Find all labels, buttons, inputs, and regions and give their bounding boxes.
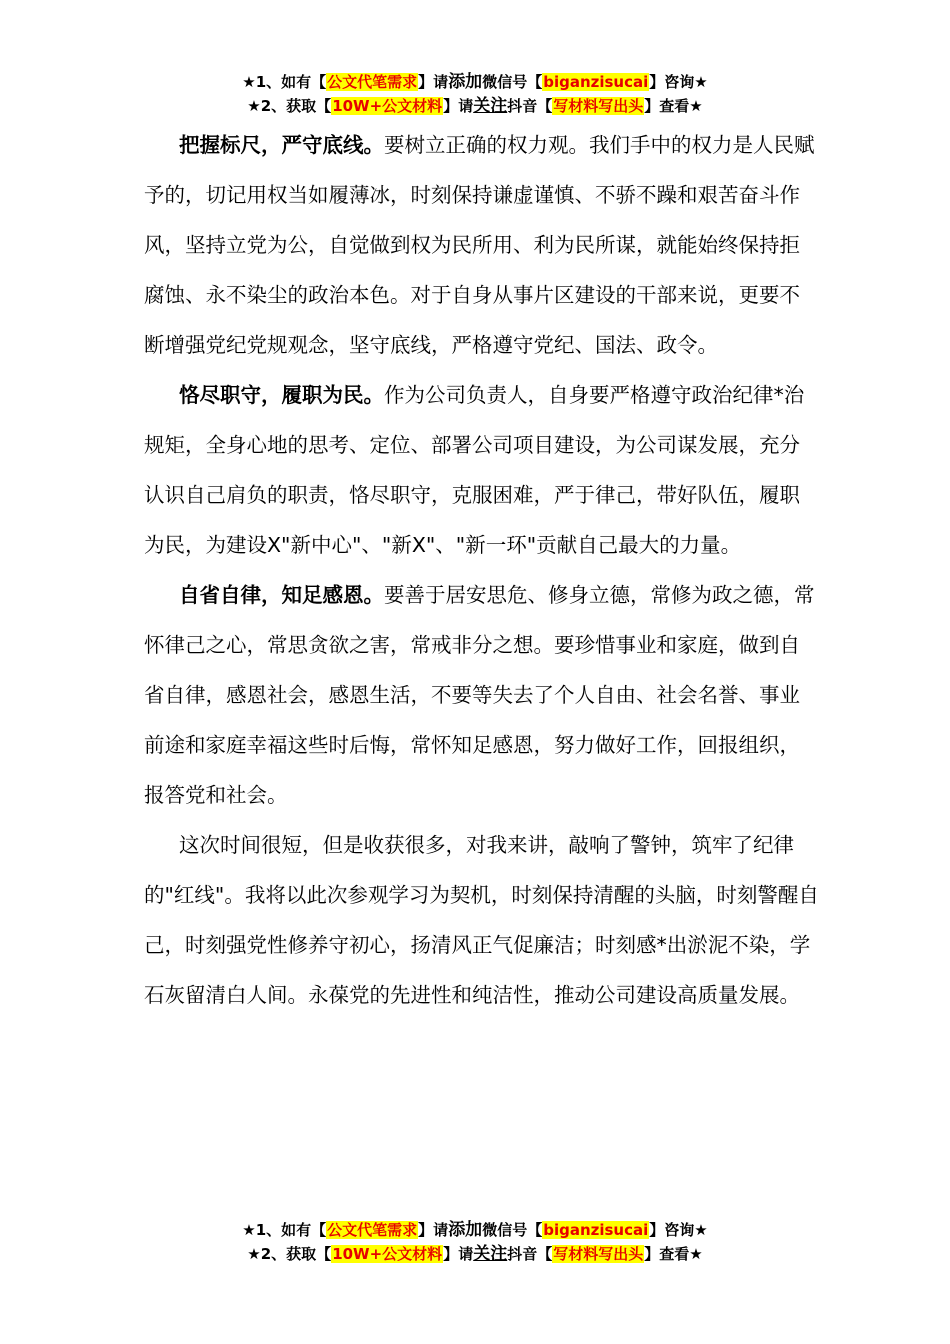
promo-text: 】请	[418, 73, 449, 91]
promo-highlight-douyin-id: 写材料写出头	[553, 97, 644, 115]
promo-line-1	[0, 70, 950, 94]
promo-banner-bottom	[0, 1218, 950, 1266]
promo-highlight-wechat-id: biganzisucai	[543, 73, 649, 91]
promo-line-2	[0, 1242, 950, 1266]
promo-highlight: 10W+公文材料	[332, 1245, 443, 1263]
paragraph-4	[144, 820, 819, 1020]
promo-text: 】查看★	[644, 97, 703, 115]
promo-emphasis: 关注	[473, 1244, 508, 1264]
promo-text: 微信号【	[482, 1221, 543, 1239]
promo-text: 】咨询★	[649, 73, 708, 91]
promo-text: ★2、获取【	[247, 97, 332, 115]
promo-line-1	[0, 1218, 950, 1242]
promo-text: ★2、获取【	[247, 1245, 332, 1263]
promo-banner-top	[0, 70, 950, 118]
promo-text: 微信号【	[482, 73, 543, 91]
promo-emphasis: 添加	[448, 72, 483, 92]
promo-text: 】请	[443, 1245, 474, 1263]
promo-emphasis: 关注	[473, 96, 508, 116]
promo-highlight-wechat-id: biganzisucai	[543, 1221, 649, 1239]
paragraph-lead: 自省自律，知足感恩。	[179, 583, 384, 607]
promo-highlight: 公文代笔需求	[327, 1221, 418, 1239]
promo-highlight-douyin-id: 写材料写出头	[553, 1245, 644, 1263]
paragraph-2	[144, 370, 819, 570]
promo-text: 】请	[418, 1221, 449, 1239]
paragraph-text: 这次时间很短，但是收获很多，对我来讲，敲响了警钟，筑牢了纪律的"红线"。我将以此次参观学习为契机，时刻保持清醒的头脑，时刻警醒自己，时刻强党性修养守初心，扬清风正气促廉洁；时刻感*出淤泥不染，学石灰留清白人间。永葆党的先进性和纯洁性，推动公司建设高质量发展。	[144, 833, 819, 1007]
paragraph-text: 要善于居安思危、修身立德，常修为政之德，常怀律己之心，常思贪欲之害，常戒非分之想。要珍惜事业和家庭，做到自省自律，感恩社会，感恩生活，不要等失去了个人自由、社会名誉、事业前途和家庭幸福这些时后悔，常怀知足感恩，努力做好工作，回报组织，报答党和社会。	[144, 583, 815, 807]
promo-emphasis: 添加	[448, 1220, 483, 1240]
paragraph-3	[144, 570, 819, 820]
document-body	[144, 120, 819, 1020]
paragraph-text: 作为公司负责人，自身要严格遵守政治纪律*治规矩，全身心地的思考、定位、部署公司项目建设，为公司谋发展，充分认识自己肩负的职责，恪尽职守，克服困难，严于律己，带好队伍，履职为民，为建设X"新中心"、"新X"、"新一环"贡献自己最大的力量。	[144, 383, 805, 557]
paragraph-lead: 恪尽职守，履职为民。	[179, 383, 384, 407]
paragraph-1	[144, 120, 819, 370]
promo-highlight: 10W+公文材料	[332, 97, 443, 115]
paragraph-text: 要树立正确的权力观。我们手中的权力是人民赋予的，切记用权当如履薄冰，时刻保持谦虚谨慎、不骄不躁和艰苦奋斗作风，坚持立党为公，自觉做到权为民所用、利为民所谋，就能始终保持拒腐蚀、永不染尘的政治本色。对于自身从事片区建设的干部来说，更要不断增强党纪党规观念，坚守底线，严格遵守党纪、国法、政令。	[144, 133, 815, 357]
promo-text: ★1、如有【	[242, 1221, 327, 1239]
promo-text: 抖音【	[507, 1245, 553, 1263]
promo-text: 抖音【	[507, 97, 553, 115]
promo-text: 】咨询★	[649, 1221, 708, 1239]
promo-line-2	[0, 94, 950, 118]
promo-text: 】请	[443, 97, 474, 115]
promo-text: 】查看★	[644, 1245, 703, 1263]
promo-text: ★1、如有【	[242, 73, 327, 91]
paragraph-lead: 把握标尺，严守底线。	[179, 133, 384, 157]
promo-highlight: 公文代笔需求	[327, 73, 418, 91]
